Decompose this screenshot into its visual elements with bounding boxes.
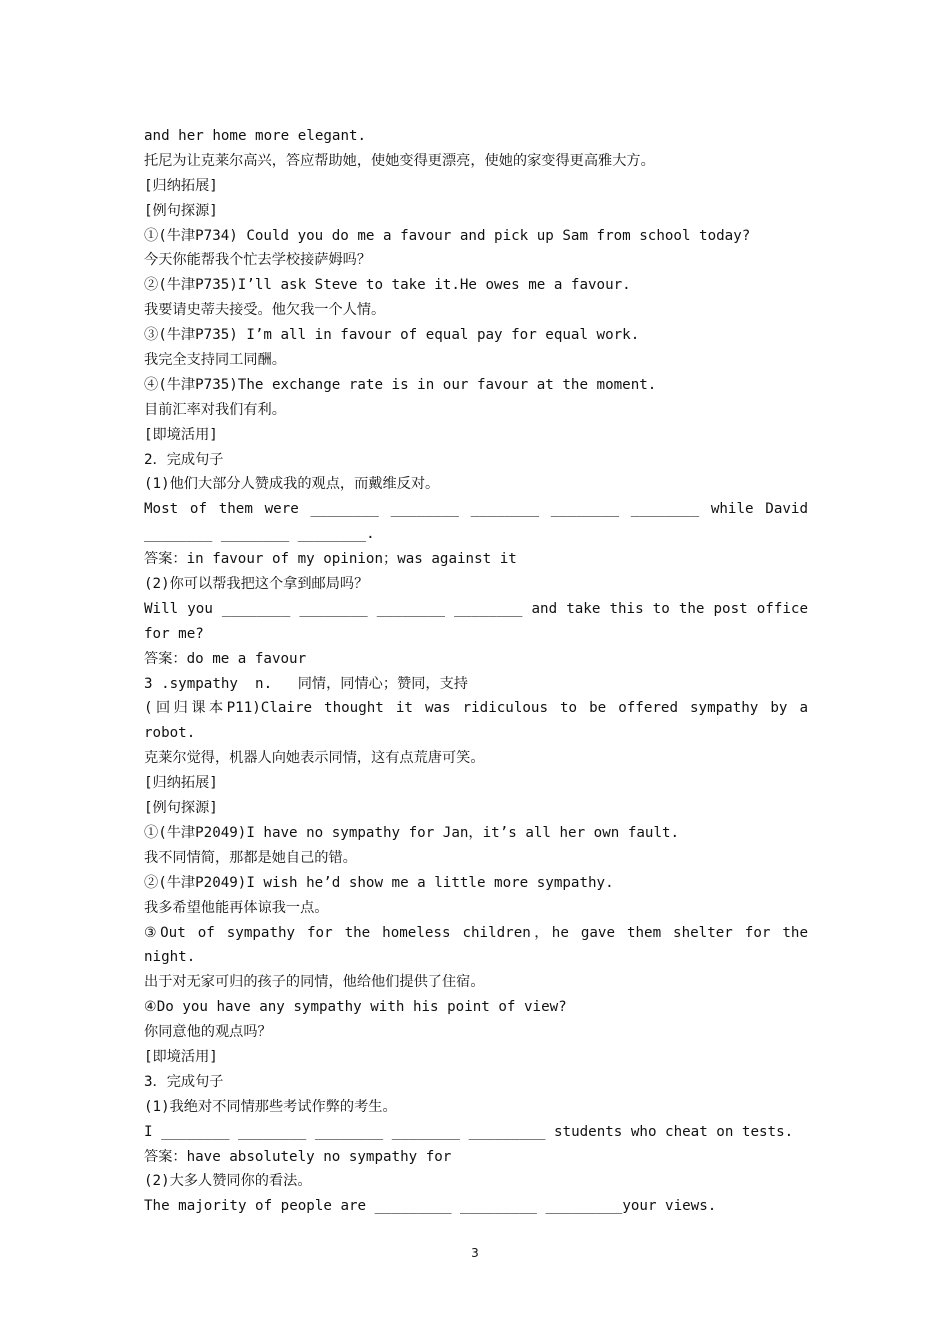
text-line: night. (144, 949, 196, 966)
text-line: 克莱尔觉得，机器人向她表示同情，这有点荒唐可笑。 (144, 750, 485, 767)
text-line: ①(牛津P2049)I have no sympathy for Jan，it’s all her own fault. (144, 824, 680, 841)
text-line: [归纳拓展] (144, 775, 218, 792)
text-line: 2．完成句子 (144, 451, 224, 468)
text-line: 我不同情简，那都是她自己的错。 (144, 849, 357, 866)
text-line: [例句探源] (144, 800, 218, 817)
text-line: [即境活用] (144, 426, 218, 443)
text-line: for me? (144, 625, 204, 642)
text-line: ②(牛津P735)I’ll ask Steve to take it.He owes me a favour. (144, 277, 631, 294)
text-line: 你同意他的观点吗？ (144, 1024, 272, 1041)
text-line: (1)他们大部分人赞成我的观点，而戴维反对。 (144, 476, 440, 493)
text-line: ①(牛津P734) Could you do me a favour and pick up Sam from school today? (144, 227, 751, 244)
text-line: Will you ________ ________ ________ ________ and take this to the post office (144, 600, 808, 617)
text-line: The majority of people are _________ _________ _________your views. (144, 1198, 717, 1215)
text-line: 目前汇率对我们有利。 (144, 401, 286, 418)
text-line: robot. (144, 725, 196, 742)
text-line: 3 .sympathy n. 同情，同情心；赞同，支持 (144, 675, 468, 692)
text-line: 我完全支持同工同酬。 (144, 352, 286, 369)
text-line: 答案：do me a favour (144, 650, 307, 667)
text-line: (2)你可以帮我把这个拿到邮局吗？ (144, 576, 369, 593)
text-line: [归纳拓展] (144, 177, 218, 194)
text-line: [例句探源] (144, 202, 218, 219)
text-line: Most of them were ________ ________ ________ ________ ________ while David (144, 501, 808, 518)
text-line: I ________ ________ ________ ________ _________ students who cheat on tests. (144, 1123, 794, 1140)
text-line: (1)我绝对不同情那些考试作弊的考生。 (144, 1098, 397, 1115)
text-line: 出于对无家可归的孩子的同情，他给他们提供了住宿。 (144, 974, 485, 991)
text-line: [即境活用] (144, 1048, 218, 1065)
text-line: ②(牛津P2049)I wish he’d show me a little more sympathy. (144, 874, 614, 891)
text-line: (2)大多人赞同你的看法。 (144, 1173, 312, 1190)
document-body (144, 124, 808, 1219)
text-line: ________ ________ ________. (144, 526, 375, 543)
text-line: and her home more elegant. (144, 128, 367, 144)
text-line: 答案：have absolutely no sympathy for (144, 1148, 452, 1165)
text-line: 今天你能帮我个忙去学校接萨姆吗？ (144, 252, 372, 269)
text-line: 我要请史蒂夫接受。他欠我一个人情。 (144, 302, 386, 319)
text-line: (回归课本P11)Claire thought it was ridiculous to be offered sympathy by a (144, 700, 808, 717)
text-line: ③Out of sympathy for the homeless children，he gave them shelter for the (144, 924, 808, 941)
text-line: ④(牛津P735)The exchange rate is in our favour at the moment. (144, 376, 657, 393)
text-line: ③(牛津P735) I’m all in favour of equal pay for equal work. (144, 327, 640, 344)
text-line: 答案：in favour of my opinion；was against it (144, 551, 517, 568)
page-number: 3 (471, 1246, 479, 1260)
text-line: ④Do you have any sympathy with his point of view? (144, 999, 567, 1016)
text-line: 托尼为让克莱尔高兴，答应帮助她，使她变得更漂亮，使她的家变得更高雅大方。 (144, 152, 655, 169)
text-line: 3．完成句子 (144, 1073, 224, 1090)
text-line: 我多希望他能再体谅我一点。 (144, 899, 329, 916)
